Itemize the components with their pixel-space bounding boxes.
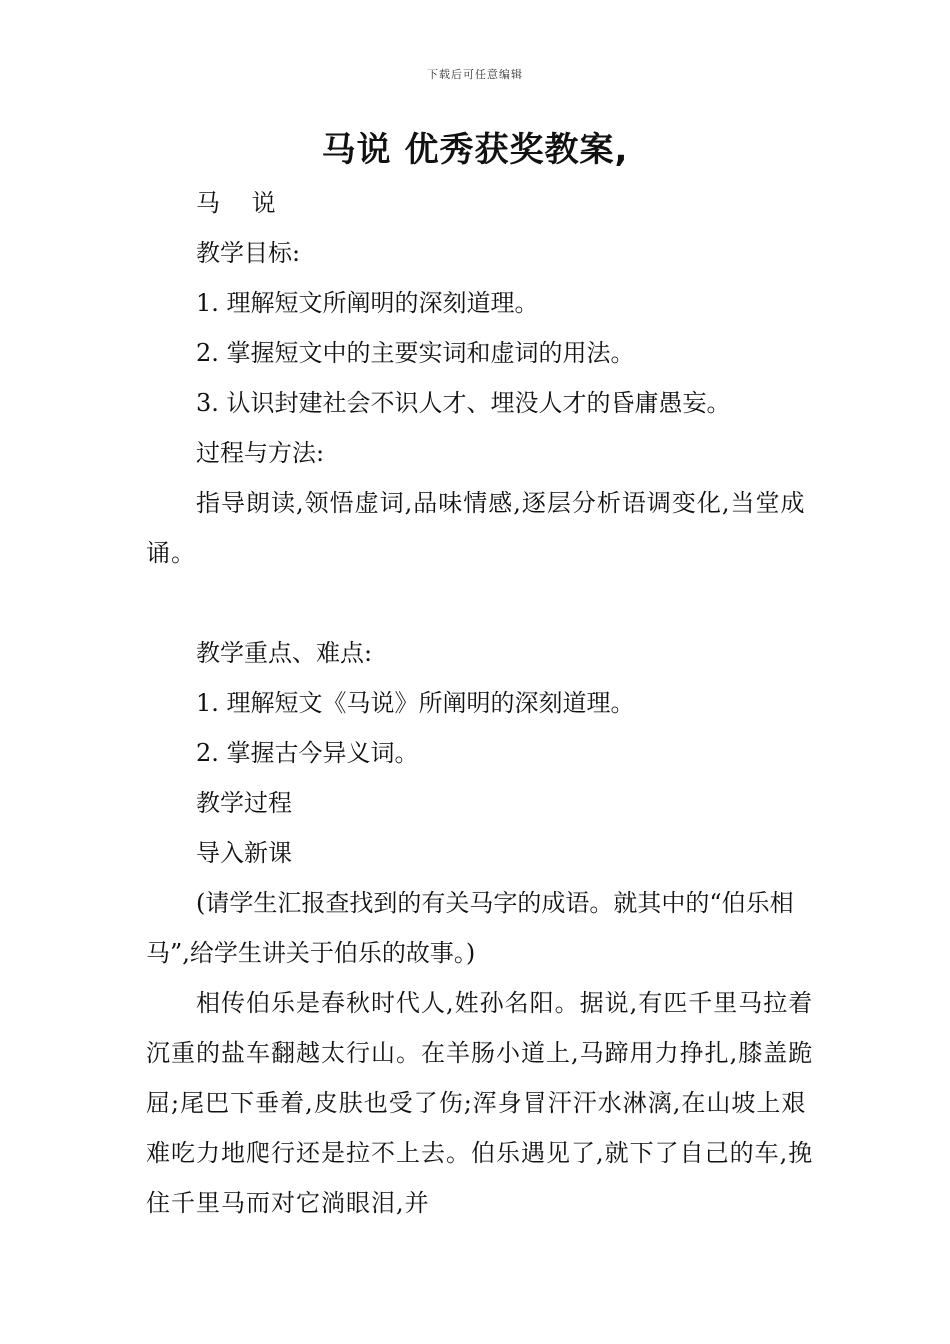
key-point-item: 2. 掌握古今异义词。: [196, 739, 419, 767]
objectives-heading: 教学目标:: [196, 239, 301, 267]
document-body: [146, 178, 818, 1228]
intro-note-paragraph: (请学生汇报查找到的有关马字的成语。就其中的“伯乐相马”,给学生讲关于伯乐的故事。): [146, 889, 794, 967]
key-point-item: 1. 理解短文《马说》所阐明的深刻道理。: [196, 689, 635, 717]
objective-item: 3. 认识封建社会不识人才、埋没人才的昏庸愚妄。: [196, 389, 731, 417]
objective-item: 1. 理解短文所阐明的深刻道理。: [196, 289, 539, 317]
key-points-heading: 教学重点、难点:: [196, 639, 373, 667]
story-paragraph: 相传伯乐是春秋时代人,姓孙名阳。据说,有匹千里马拉着沉重的盐车翻越太行山。在羊肠小道上,马蹄用力挣扎,膝盖跪屈;尾巴下垂着,皮肤也受了伤;浑身冒汗汗水淋漓,在山坡上艰难吃力地爬行还是拉不上去。伯乐遇见了,就下了自己的车,挽住千里马而对它淌眼泪,并: [146, 989, 814, 1217]
method-paragraph: 指导朗读,领悟虚词,品味情感,逐层分析语调变化,当堂成诵。: [146, 489, 806, 567]
objective-item: 2. 掌握短文中的主要实词和虚词的用法。: [196, 339, 635, 367]
intro-heading: 导入新课: [196, 839, 292, 867]
header-note: 下载后可任意编辑: [427, 68, 523, 81]
blank-line: [146, 578, 818, 628]
process-heading: 教学过程: [196, 789, 292, 817]
method-heading: 过程与方法:: [196, 439, 325, 467]
lesson-subtitle: 马 说: [196, 189, 288, 217]
document-title: 马说 优秀获奖教案,: [321, 130, 629, 170]
